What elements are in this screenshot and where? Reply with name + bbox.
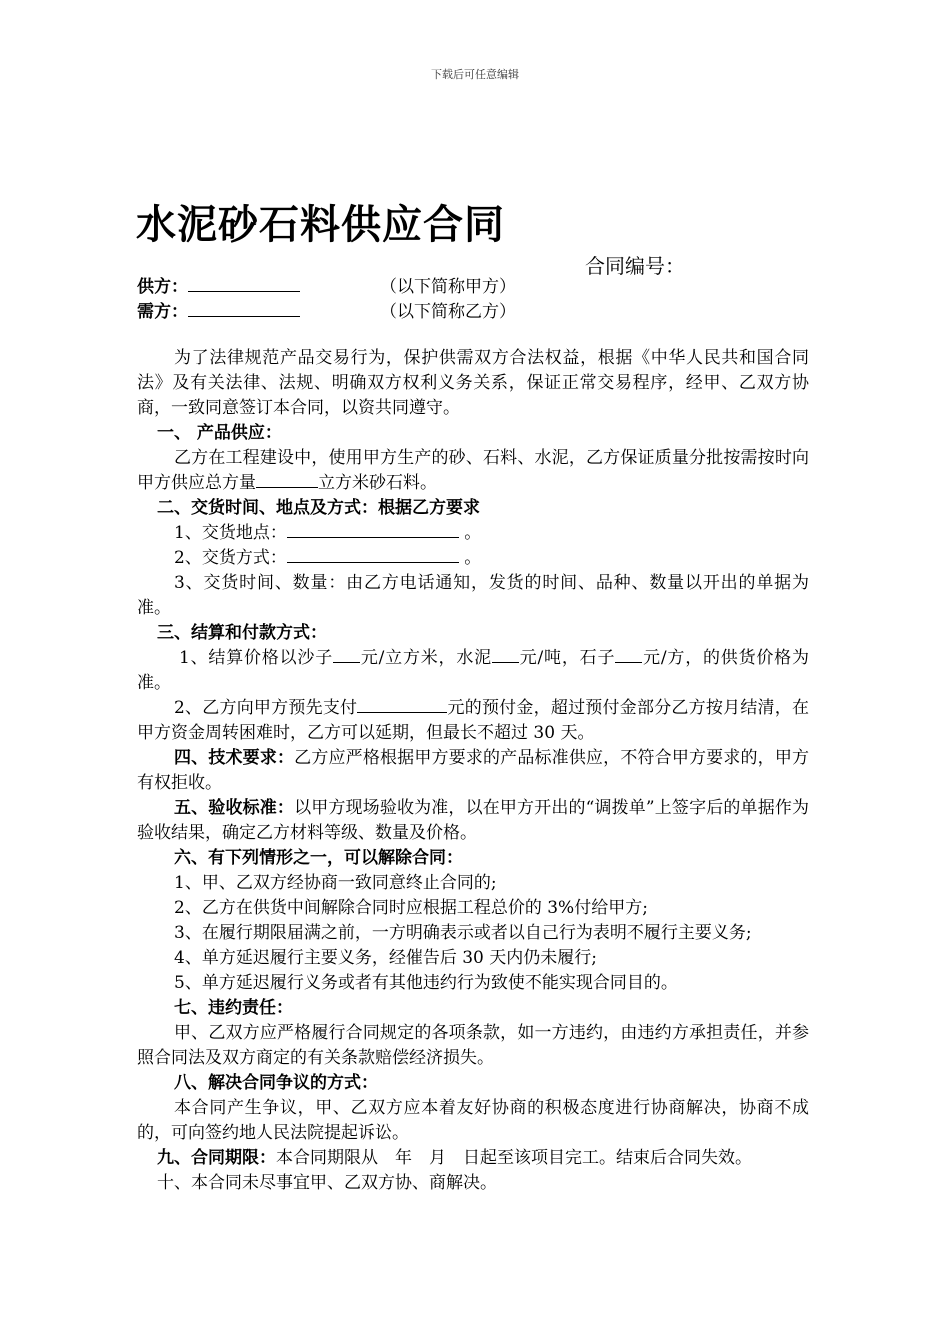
buyer-label: 需方：: [137, 302, 188, 322]
prepayment-text: 元的预付金，超过预付金部分乙方按月结清，在甲方资金周转困难时，乙方可以延期，但最长不超过 30 天。: [137, 698, 809, 743]
section-8-heading: 八、解决合同争议的方式：: [174, 1073, 378, 1093]
section-5-heading: 五、验收标准：: [174, 798, 295, 818]
section-7-heading: 七、违约责任：: [174, 998, 293, 1018]
supplier-abbr: （以下简称甲方）: [380, 277, 516, 297]
section-2-heading: 二、交货时间、地点及方式：根据乙方要求: [157, 498, 480, 518]
supplier-line: [137, 275, 516, 299]
supplier-label: 供方：: [137, 277, 188, 297]
delivery-method: [137, 546, 809, 571]
section-4-text: 乙方应严格根据甲方要求的产品标准供应，不符合甲方要求的，甲方有权拒收。: [137, 748, 810, 793]
section-8-text: 本合同产生争议，甲、乙双方应本着友好协商的积极态度进行协商解决，协商不成的，可向签约地人民法院提起诉讼。: [137, 1098, 809, 1143]
list-item: 3、在履行期限届满之前，一方明确表示或者以自己行为表明不履行主要义务;: [174, 923, 752, 943]
prepayment-blank[interactable]: [357, 697, 447, 713]
list-item: 2、乙方在供货中间解除合同时应根据工程总价的 3%付给甲方;: [174, 898, 648, 918]
section-1-text-b: 立方米砂石料。: [318, 473, 437, 493]
buyer-blank[interactable]: [188, 300, 300, 317]
list-item: 5、单方延迟履行义务或者有其他违约行为致使不能实现合同目的。: [174, 973, 678, 993]
volume-blank[interactable]: [256, 472, 318, 488]
preamble: 为了法律规范产品交易行为，保护供需双方合法权益，根据《中华人民共和国合同法》及有关法律、法规、明确双方权利义务关系，保证正常交易程序，经甲、乙双方协商，一致同意签订本合同，以资共同遵守。: [137, 348, 809, 418]
section-1-heading: 一、 产品供应：: [157, 423, 282, 443]
delivery-method-label: 2、交货方式：: [174, 548, 287, 568]
delivery-place-end: 。: [464, 523, 482, 543]
contract-body: [137, 346, 809, 1196]
section-3-heading: 三、结算和付款方式：: [157, 623, 327, 643]
delivery-place-label: 1、交货地点：: [174, 523, 287, 543]
section-5: [137, 796, 809, 846]
contract-number-label: 合同编号：: [585, 254, 685, 278]
section-9: [137, 1146, 809, 1171]
contract-title: 水泥砂石料供应合同: [136, 201, 505, 248]
price-cement-blank[interactable]: [492, 647, 519, 663]
section-6-heading: 六、有下列情形之一，可以解除合同：: [174, 848, 463, 868]
header-note: 下载后可任意编辑: [431, 68, 519, 81]
prepayment: [137, 696, 809, 746]
buyer-abbr: （以下简称乙方）: [380, 302, 516, 322]
price-sand-label: 1、结算价格以沙子: [179, 648, 334, 668]
price-sand-blank[interactable]: [333, 647, 360, 663]
delivery-place-blank[interactable]: [287, 522, 459, 538]
list-item: 1、甲、乙双方经协商一致同意终止合同的;: [174, 873, 497, 893]
section-4-heading: 四、技术要求：: [174, 748, 295, 768]
supplier-blank[interactable]: [188, 275, 300, 292]
price-stone-blank[interactable]: [615, 647, 642, 663]
section-5-text: 以甲方现场验收为准，以在甲方开出的“调拨单”上签字后的单据作为验收结果，确定乙方材料等级、数量及价格。: [137, 798, 809, 843]
settlement-price: [137, 646, 809, 696]
section-4: [137, 746, 809, 796]
section-10: [137, 1171, 809, 1196]
section-9-text: 本合同期限从 年 月 日起至该项目完工。结束后合同失效。: [276, 1148, 752, 1168]
delivery-place: [137, 521, 809, 546]
section-9-heading: 九、合同期限：: [157, 1148, 276, 1168]
buyer-line: [137, 300, 516, 324]
delivery-method-blank[interactable]: [287, 547, 459, 563]
list-item: 4、单方延迟履行主要义务，经催告后 30 天内仍未履行;: [174, 948, 597, 968]
price-end: 元/方，的供货价格为准。: [137, 648, 809, 693]
delivery-method-end: 。: [464, 548, 482, 568]
section-10-text: 十、本合同未尽事宜甲、乙双方协、商解决。: [157, 1173, 497, 1193]
delivery-time: 3、交货时间、数量：由乙方电话通知，发货的时间、品种、数量以开出的单据为准。: [137, 573, 809, 618]
prepayment-label: 2、乙方向甲方预先支付: [174, 698, 358, 718]
section-1-text-a: 乙方在工程建设中，使用甲方生产的砂、石料、水泥，乙方保证质量分批按需按时向甲方供应总方量: [137, 448, 809, 493]
section-1-text: [137, 446, 809, 496]
price-stone-label: 元/吨，石子: [518, 648, 616, 668]
price-cement-label: 元/立方米，水泥: [360, 648, 492, 668]
section-7-text: 甲、乙双方应严格履行合同规定的各项条款，如一方违约，由违约方承担责任，并参照合同法及双方商定的有关条款赔偿经济损失。: [137, 1023, 809, 1068]
